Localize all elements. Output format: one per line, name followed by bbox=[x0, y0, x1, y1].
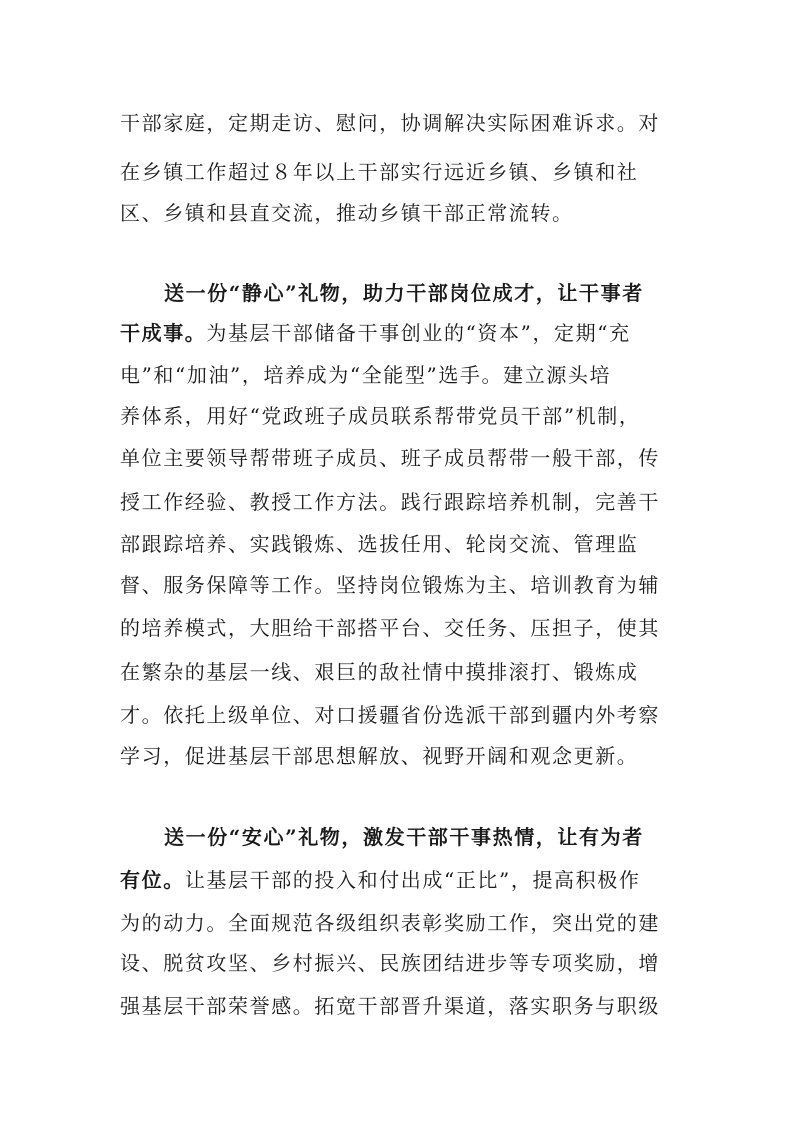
section-heading-text: 送一份“安心”礼物，激发干部干事热情，让有为者 bbox=[164, 825, 644, 849]
body-text-line: 养体系，用好“党政班子成员联系帮带党员干部”机制， bbox=[120, 404, 641, 428]
body-text-line: 部跟踪培养、实践锻炼、选拔任用、轮岗交流、管理监 bbox=[120, 532, 639, 556]
section-heading bbox=[164, 825, 644, 849]
body-text-line: 强基层干部荣誉感。拓宽干部晋升渠道，落实职务与职级 bbox=[120, 994, 660, 1018]
body-text-line: 在繁杂的基层一线、艰巨的敌社情中摸排滚打、锻炼成 bbox=[120, 660, 639, 684]
section-heading-tail: 有位。 bbox=[120, 868, 185, 892]
body-text-line: 区、乡镇和县直交流，推动乡镇干部正常流转。 bbox=[120, 201, 574, 225]
body-text-line: 督、服务保障等工作。坚持岗位锻炼为主、培训教育为辅 bbox=[120, 573, 660, 597]
body-text-line: 干部家庭，定期走访、慰问，协调解决实际困难诉求。对 bbox=[120, 111, 660, 135]
body-text-line: 单位主要领导帮带班子成员、班子成员帮带一般干部，传 bbox=[120, 446, 660, 470]
body-text-line: 设、脱贫攻坚、乡村振兴、民族团结进步等专项奖励，增 bbox=[120, 951, 660, 975]
body-text-inline: 让基层干部的投入和付出成“正比”，提高积极作 bbox=[184, 868, 641, 892]
body-text-line: 电”和“加油”，培养成为“全能型”选手。建立源头培 bbox=[120, 363, 612, 387]
section-heading-text: 送一份“静心”礼物，助力干部岗位成才，让干事者 bbox=[164, 281, 644, 305]
body-text-inline: 为基层干部储备干事创业的“资本”，定期“充 bbox=[206, 321, 631, 345]
body-text-line: 的培养模式，大胆给干部搭平台、交任务、压担子，使其 bbox=[120, 616, 660, 640]
body-text-line: 才。依托上级单位、对口援疆省份选派干部到疆内外考察 bbox=[120, 703, 660, 727]
body-text-line: 在乡镇工作超过８年以上干部实行远近乡镇、乡镇和社 bbox=[120, 160, 639, 184]
section-heading bbox=[164, 281, 644, 305]
section-heading-continuation bbox=[120, 868, 640, 892]
section-heading-continuation bbox=[120, 321, 631, 345]
section-heading-tail: 干成事。 bbox=[120, 321, 207, 345]
body-text-line: 为的动力。全面规范各级组织表彰奖励工作，突出党的建 bbox=[120, 911, 660, 935]
body-text-line: 授工作经验、教授工作方法。践行跟踪培养机制，完善干 bbox=[120, 490, 660, 514]
body-text-line: 学习，促进基层干部思想解放、视野开阔和观念更新。 bbox=[120, 744, 639, 768]
